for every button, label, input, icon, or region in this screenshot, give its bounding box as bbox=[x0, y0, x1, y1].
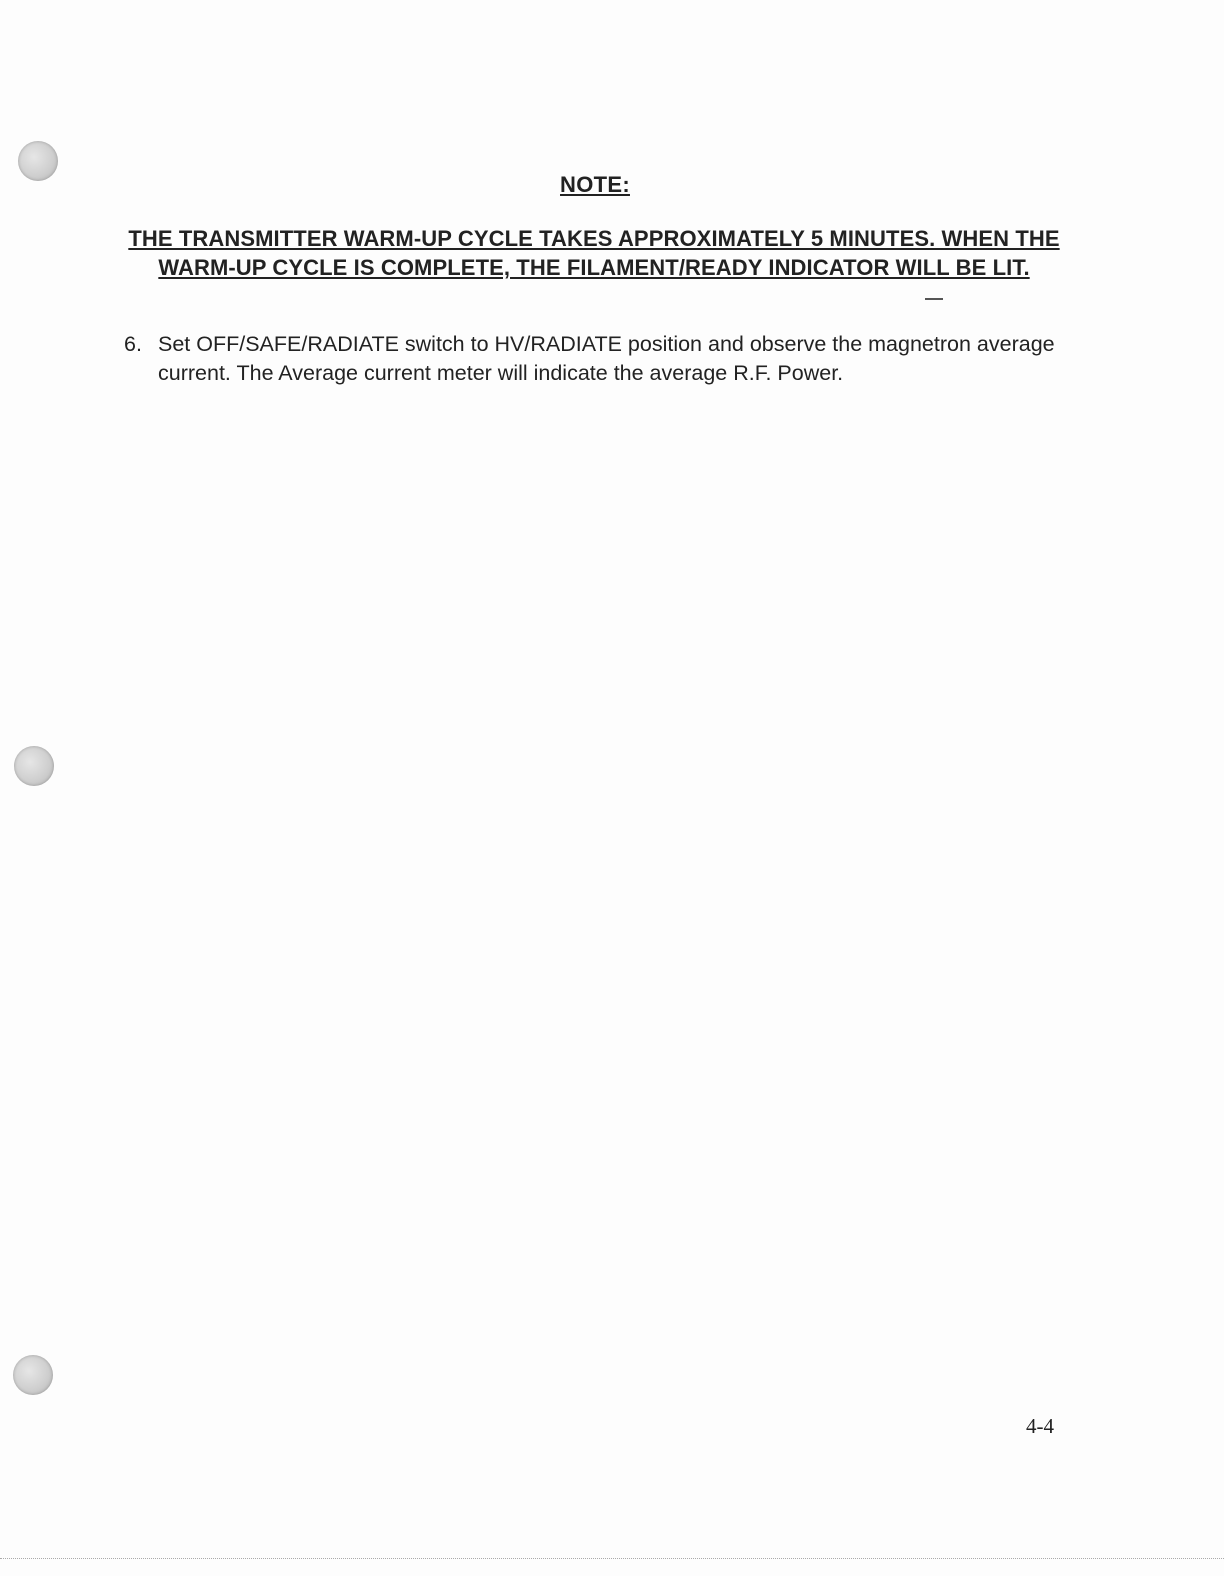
note-text: THE TRANSMITTER WARM-UP CYCLE TAKES APPROXIMATELY 5 MINUTES. WHEN THE WARM-UP CYCLE IS COMPLETE, THE FILAMENT/READY INDICATOR WILL BE LIT. bbox=[128, 226, 1060, 280]
step-item bbox=[124, 330, 1064, 388]
punch-hole-middle bbox=[14, 746, 54, 786]
stray-mark bbox=[925, 298, 943, 300]
note-title: NOTE: bbox=[560, 172, 630, 197]
step-number: 6. bbox=[124, 332, 142, 356]
step-text: Set OFF/SAFE/RADIATE switch to HV/RADIATE position and observe the magnetron average current. The Average current meter will indicate the average R.F. Power. bbox=[158, 332, 1055, 385]
page-number: 4-4 bbox=[1026, 1414, 1054, 1438]
scan-edge-line bbox=[0, 1558, 1224, 1559]
punch-hole-bottom bbox=[13, 1355, 53, 1395]
